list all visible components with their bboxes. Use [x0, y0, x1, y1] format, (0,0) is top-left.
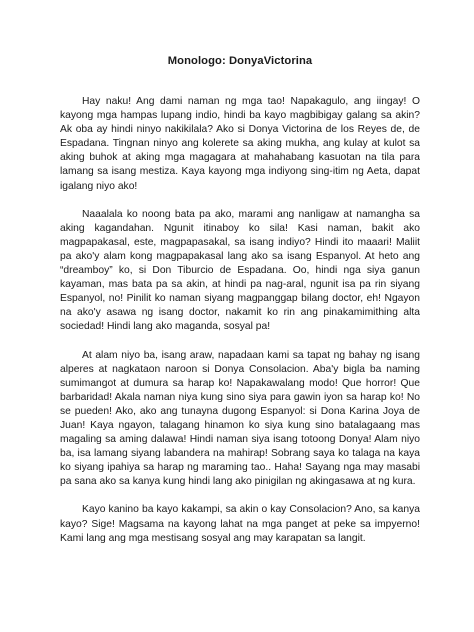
paragraph-1: Hay naku! Ang dami naman ng mga tao! Napakagulo, ang iingay! O kayong mga hampas lupang indio, hindi ba kayo magbibigay galang sa akin? Ak oba ay hindi ninyo nakikilala? Ako si Donya Victorina de los Reyes de, de Espadana. Tingnan ninyo ang kolerete sa aking mukha, ang kulay at kulot sa aking buhok at aking mga magagara at mahahabang kasuotan na tila para lamang sa isang mestiza. Kaya kayong mga indiyong sing-itim ng Aeta, dapat igalang niyo ako! — [60, 96, 420, 192]
paragraph-4: Kayo kanino ba kayo kakampi, sa akin o kay Consolacion? Ano, sa kanya kayo? Sige! Magsama na kayong lahat na mga panget at peke sa impyerno! Kami lang ang mga mestisang sosyal ang may karapatan sa langit. — [60, 504, 420, 544]
document-title: Monologo: DonyaVictorina — [167, 55, 313, 67]
paragraph-3: At alam niyo ba, isang araw, napadaan kami sa tapat ng bahay ng isang alperes at nagkataon naroon si Donya Consolacion. Aba'y bigla ba naming sumimangot at dumura sa harap ko! Napakawalang modo! Que horror! Que barbaridad! Akala naman niya kung sino siya para gawin iyon sa harap ko! No se pueden! Ako, ako ang tunayna dugong Espanyol: si Dona Karina Joya de Juan! Kaya ngayon, talagang hinamon ko siya kung sino batalagaang mas magaling sa aming dalawa! Hindi naman siya isang totoong Donya! Alam niyo ba, isa lamang siyang labandera na mahirap! Sobrang saya ko talaga na kaya ko siyang ipahiya sa harap ng maraming tao.. Haha! Sayang nga may masabi pa sana ako sa kanya kung hindi lang ako pinigilan ng akingasawa at ng kura. — [60, 349, 420, 488]
paragraph-2: Naaalala ko noong bata pa ako, marami ang nanligaw at namangha sa aking kagandahan. Ngunit itinaboy ko sila! Kasi naman, bakit ako magpapakasal, este, magpapasakal, sa isang indiyo? Hindi ito maaari! Maliit pa ako'y alam kong magpapakasal lang ako sa isang Espanyol. At heto ang “dreamboy” ko, si Don Tiburcio de Espadana. Oo, hindi nga siya ganun kayaman, mas bata pa sa akin, at hindi pa nag-aral, ngunit isa pa rin siyang Espanyol, no! Pinilit ko naman siyang magpanggap bilang doctor, eh! Ngayon na ako'y asawa ng isang doctor, nakamit ko rin ang pinakamimithing alta sociedad! Hindi lang ako maganda, sosyal pa! — [60, 208, 420, 333]
